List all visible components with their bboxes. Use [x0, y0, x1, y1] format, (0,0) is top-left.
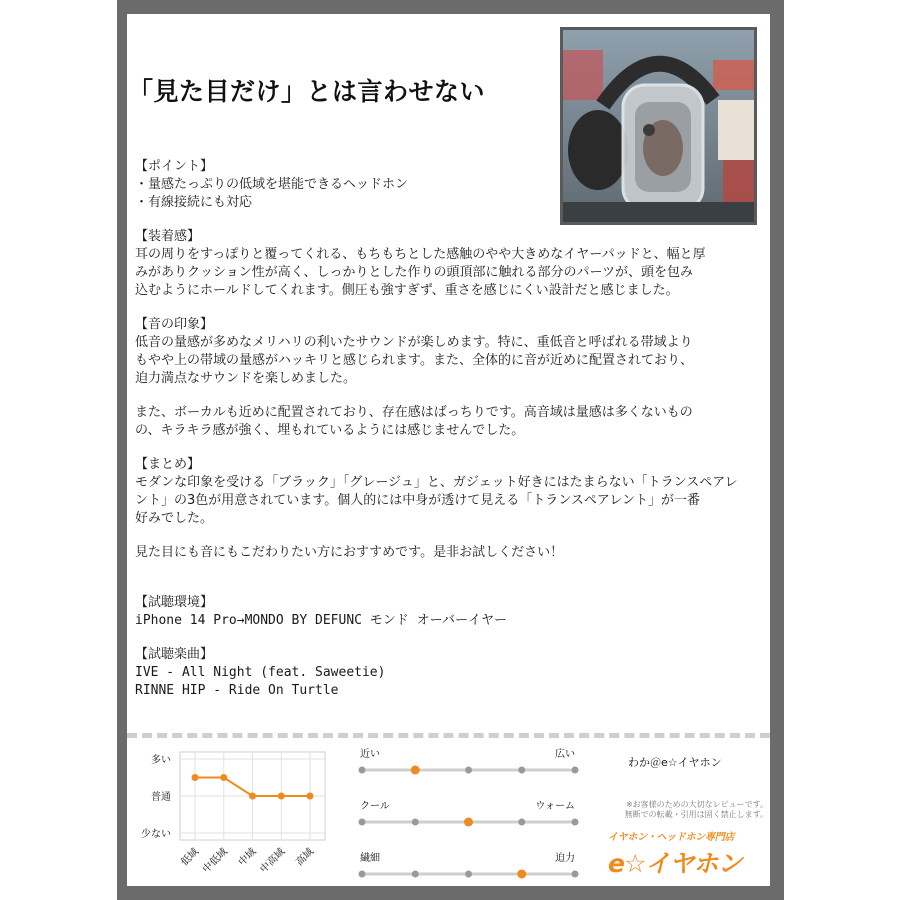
point-line: ・量感たっぷりの低域を堪能できるヘッドホン	[135, 177, 409, 192]
sound2-line: また、ボーカルも近めに配置されており、存在感はばっちりです。高音域は量感は多くないもの	[135, 405, 693, 420]
chart-point	[249, 793, 256, 800]
section-point	[135, 158, 757, 212]
section-wear	[135, 228, 757, 300]
chart-point	[278, 793, 285, 800]
chart-x-label: 中域	[236, 846, 259, 869]
songs-heading: 【試聴楽曲】	[135, 647, 214, 662]
sound-heading: 【音の印象】	[135, 317, 214, 332]
slider-step	[518, 767, 525, 774]
slider-left-label: 近い	[360, 749, 380, 760]
wear-heading: 【装着感】	[135, 229, 201, 244]
slider-right-label: 広い	[555, 749, 575, 760]
song-line: IVE - All Night (feat. Saweetie)	[135, 665, 386, 680]
slider-step	[359, 819, 366, 826]
slider-step	[518, 819, 525, 826]
sound-line: 迫力満点なサウンドを楽しめました。	[135, 371, 357, 386]
song-line: RINNE HIP - Ride On Turtle	[135, 683, 339, 698]
chart-point	[220, 774, 227, 781]
wear-line: みがありクッション性が高く、しっかりとした作りの頭頂部に触れる部分のパーツが、頭を包み	[135, 265, 693, 280]
section-environment	[135, 594, 757, 630]
recommend-line: 見た目にも音にもこだわりたい方におすすめです。是非お試しください！	[135, 545, 564, 560]
section-sound	[135, 316, 757, 388]
chart-x-label: 低域	[179, 846, 202, 869]
slider-row	[359, 851, 579, 879]
point-line: ・有線接続にも対応	[135, 195, 253, 210]
slider-right-label: ウォーム	[535, 801, 575, 812]
page-title: 「見た目だけ」とは言わせない	[128, 77, 486, 106]
section-summary	[135, 456, 757, 528]
slider-left-label: 繊細	[360, 853, 380, 864]
shop-subtitle: イヤホン・ヘッドホン専門店	[608, 832, 735, 843]
summary-line: 好みでした。	[135, 511, 214, 526]
chart-y-labels	[141, 754, 171, 840]
reviewer-name: わか＠e☆イヤホン	[628, 756, 722, 769]
notice-line: ※お客様のための大切なレビューです。	[625, 800, 768, 809]
point-heading: 【ポイント】	[135, 159, 214, 174]
slider-step	[572, 767, 579, 774]
chart-x-label: 高域	[294, 846, 317, 869]
slider-marker	[464, 818, 473, 827]
summary-line: ント」の3色が用意されています。個人的には中身が透けて見える「トランスペアレント」が一番	[135, 493, 700, 508]
chart-x-label: 中高域	[258, 846, 288, 876]
section-songs	[135, 646, 757, 700]
sound-line: 低音の量感が多めなメリハリの利いたサウンドが楽しめます。特に、重低音と呼ばれる帯域より	[135, 335, 693, 350]
slider-left-label: クール	[360, 801, 390, 812]
summary-line: モダンな印象を受ける「ブラック」「グレージュ」と、ガジェット好きにはたまらない「トランスペアレ	[135, 475, 738, 490]
frequency-chart	[130, 745, 330, 885]
env-line: iPhone 14 Pro→MONDO BY DEFUNC モンド オーバーイヤー	[135, 613, 507, 628]
wear-line: 込むようにホールドしてくれます。側圧も強すぎず、重さを感じにくい設計だと感じました。	[135, 283, 679, 298]
chart-x-labels	[178, 845, 316, 875]
shop-logo: e☆イヤホン	[608, 849, 742, 878]
slider-step	[572, 819, 579, 826]
wear-line: 耳の周りをすっぽりと覆ってくれる、もちもちとした感触のやや大きめなイヤーパッドと、幅と厚	[135, 247, 706, 262]
slider-row	[359, 800, 579, 827]
notice-line: 無断での転載・引用は固く禁止します。	[624, 810, 768, 819]
slider-step	[465, 871, 472, 878]
chart-y-label: 多い	[151, 755, 171, 766]
chart-x-label: 中低域	[200, 846, 230, 876]
slider-step	[412, 871, 419, 878]
copyright-notice	[600, 800, 768, 820]
chart-y-label: 少ない	[141, 829, 171, 840]
chart-point	[307, 793, 314, 800]
summary-heading: 【まとめ】	[135, 457, 201, 472]
divider	[127, 733, 770, 738]
slider-step	[572, 871, 579, 878]
review-body	[135, 158, 757, 700]
sound2-line: の、キラキラ感が強く、埋もれているようには感じませんでした。	[135, 423, 525, 438]
section-recommend	[135, 544, 757, 562]
slider-step	[412, 819, 419, 826]
slider-step	[359, 871, 366, 878]
slider-step	[359, 767, 366, 774]
slider-right-label: 迫力	[555, 853, 575, 864]
slider-row	[359, 748, 579, 775]
slider-marker	[411, 766, 420, 775]
chart-point	[192, 774, 199, 781]
sound-sliders	[355, 745, 595, 890]
slider-step	[465, 767, 472, 774]
sound-line: もやや上の帯域の量感がハッキリと感じられます。また、全体的に音が近めに配置されており、	[135, 353, 693, 368]
env-heading: 【試聴環境】	[135, 595, 214, 610]
section-sound-2	[135, 404, 757, 440]
chart-y-label: 普通	[151, 792, 171, 803]
slider-marker	[517, 870, 526, 879]
